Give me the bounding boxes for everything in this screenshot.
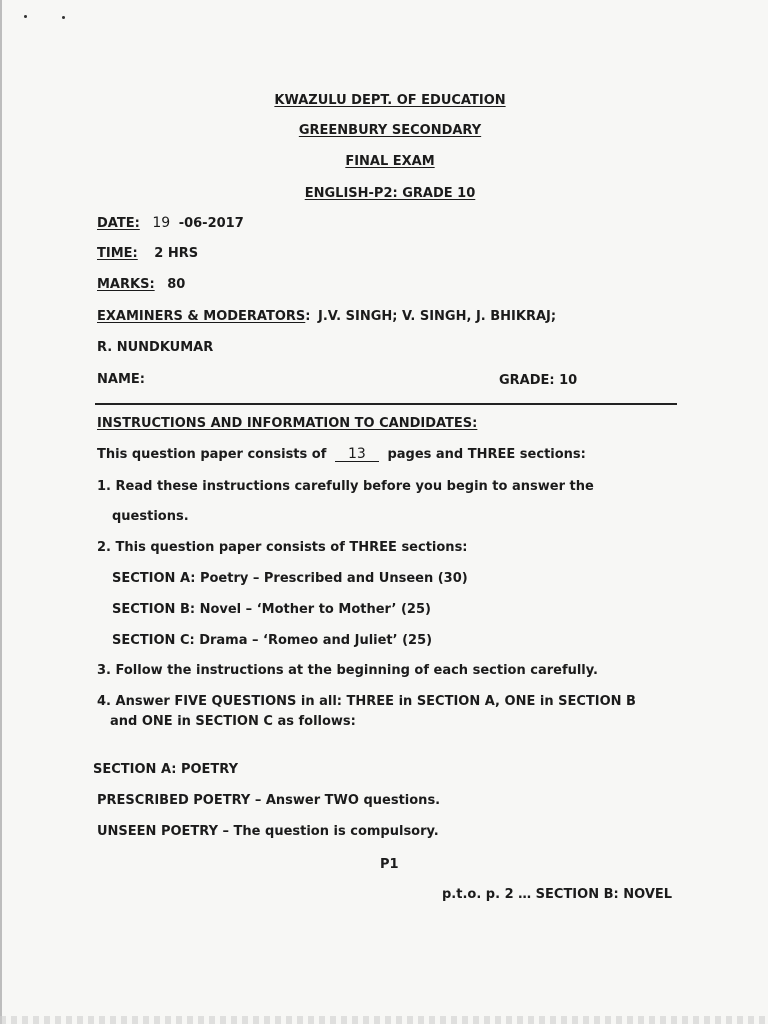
pto-note: p.t.o. p. 2 … SECTION B: NOVEL [442,887,673,902]
pages-pre: This question paper consists of [97,447,327,462]
exam-title: FINAL EXAM [345,154,435,169]
scan-speck [24,15,27,18]
marks-line [97,277,185,293]
scan-speck [62,16,65,19]
instruction-1-cont: questions. [112,509,189,524]
pages-line [97,447,586,463]
instruction-3: 3. Follow the instructions at the beginning of each section carefully. [97,663,598,678]
school-title: GREENBURY SECONDARY [298,123,482,138]
divider-rule [95,403,677,405]
time-value: 2 HRS [154,246,199,261]
date-rest: -06-2017 [178,216,244,231]
examiners-line [97,309,556,325]
instruction-2: 2. This question paper consists of THREE sections: [97,540,468,555]
date-line [97,215,244,232]
instruction-4-cont: and ONE in SECTION C as follows: [110,714,356,729]
pages-post: pages and THREE sections: [387,447,586,462]
pages-value-handwritten: 13 [335,447,379,462]
section-c-item: SECTION C: Drama – ‘Romeo and Juliet’ (25) [112,633,433,648]
prescribed-poetry: PRESCRIBED POETRY – Answer TWO questions. [97,793,441,808]
instruction-4: 4. Answer FIVE QUESTIONS in all: THREE in SECTION A, ONE in SECTION B [97,694,636,709]
marks-label: MARKS: [97,277,155,292]
examiners-value: J.V. SINGH; V. SINGH, J. BHIKRAJ; [318,309,557,324]
subject-title: ENGLISH-P2: GRADE 10 [304,186,476,201]
grade-label: GRADE: 10 [499,373,578,388]
date-label: DATE: [97,216,140,231]
name-label: NAME: [97,372,145,387]
instructions-heading: INSTRUCTIONS AND INFORMATION TO CANDIDATES: [97,416,478,431]
time-label: TIME: [97,246,138,261]
unseen-poetry: UNSEEN POETRY – The question is compulsory. [97,824,439,839]
scan-bottom-noise [0,1016,768,1024]
dept-title: KWAZULU DEPT. OF EDUCATION [274,93,506,108]
instruction-1: 1. Read these instructions carefully before you begin to answer the [97,479,594,494]
section-a-item: SECTION A: Poetry – Prescribed and Unseen (30) [112,571,468,586]
poetry-heading: SECTION A: POETRY [93,762,239,777]
examiners-cont: R. NUNDKUMAR [97,340,214,355]
marks-value: 80 [167,277,186,292]
time-line [97,246,198,262]
examiners-colon: : [305,309,311,324]
section-b-item: SECTION B: Novel – ‘Mother to Mother’ (25) [112,602,431,617]
date-day-handwritten: 19 [152,215,171,231]
page-number: P1 [380,857,399,872]
examiners-label: EXAMINERS & MODERATORS [97,309,306,324]
